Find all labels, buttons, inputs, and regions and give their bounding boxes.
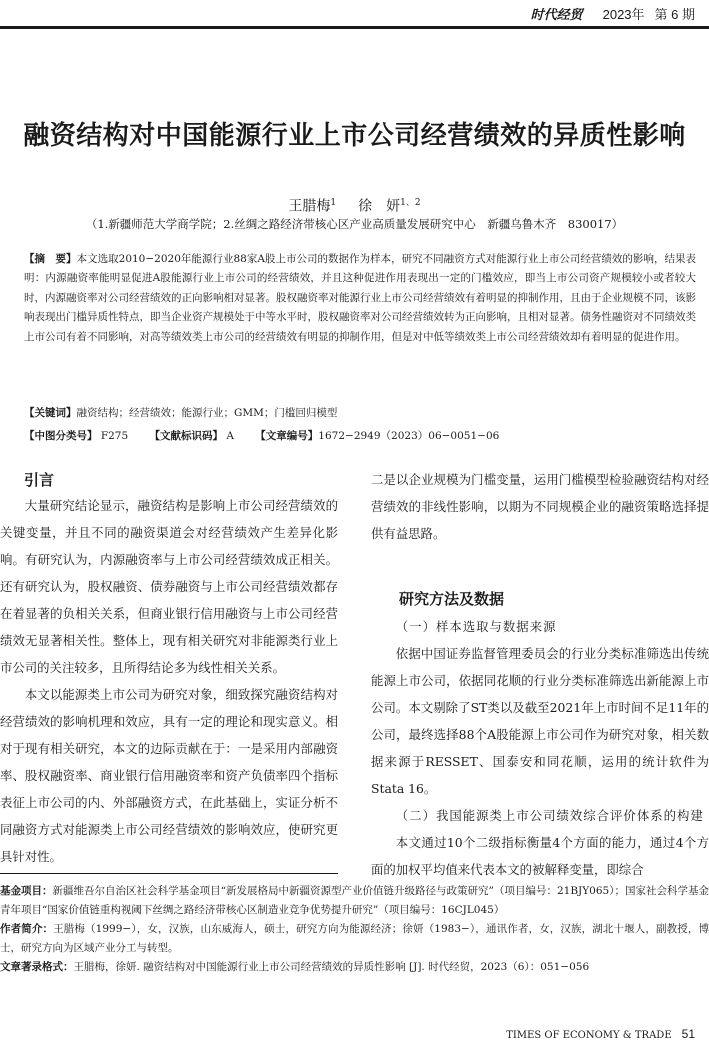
journal-english-name: TIMES OF ECONOMY & TRADE <box>506 1030 672 1041</box>
article-number-label: 【文章编号】 <box>255 430 319 442</box>
funding-label: 基金项目： <box>0 885 53 897</box>
body-paragraph: 二是以企业规模为门槛变量，运用门槛模型检验融资结构对经营绩效的非线性影响，以期为不同规模企业的融资策略选择提供有益思路。 <box>371 472 709 541</box>
doc-code-value: A <box>226 430 234 442</box>
footnote-rule <box>0 873 338 874</box>
article-number-value: 1672−2949（2023）06−0051−06 <box>318 430 500 442</box>
author-name: 徐 妍 <box>358 198 401 215</box>
classification-line <box>24 428 696 443</box>
running-header <box>531 4 695 23</box>
author-bio-note <box>0 920 709 958</box>
keywords-label: 【关键词】 <box>24 407 77 419</box>
section-heading: 引言 <box>24 471 55 489</box>
body-paragraph: 本文通过10个二级指标衡量4个方面的能力，通过4个方面的加权平均值来代表本文的被解释变量，即综合 <box>371 835 709 877</box>
footnotes <box>0 882 709 977</box>
header-year: 2023年 <box>602 7 645 22</box>
author-affil-mark: 1、2 <box>400 198 421 208</box>
subsection-heading: （二）我国能源类上市公司绩效综合评价体系的构建 <box>395 808 704 823</box>
right-column <box>371 466 709 883</box>
body-paragraph: 依据中国证券监督管理委员会的行业分类标准筛选出传统能源上市公司，依据同花顺的行业分类标准筛选出新能源上市公司。本文剔除了ST类以及截至2021年上市时间不足11年的公司，最终选择88个A股能源上市公司作为研究对象，相关数据来源于RESSET、国泰安和同花顺，运用的统计软件为Stata 16。 <box>371 646 709 796</box>
funding-note <box>0 882 709 920</box>
citation-note <box>0 958 709 977</box>
page-footer <box>506 1027 695 1041</box>
citation-label: 文章著录格式： <box>0 961 74 973</box>
magazine-name: 时代经贸 <box>530 8 583 23</box>
body-paragraph: 大量研究结论显示，融资结构是影响上市公司经营绩效的关键变量，并且不同的融资渠道会对经营绩效产生差异化影响。有研究认为，内源融资率与上市公司经营绩效成正相关。还有研究认为，股权融资、债券融资与上市公司经营绩效都存在着显著的负相关关系，但商业银行信用融资与上市公司经营绩效无显著相关性。整体上，现有相关研究对非能源类行业上市公司的关注较多，且所得结论多为线性相关关系。 <box>0 498 338 675</box>
author-bio-text: 王腊梅（1999−），女，汉族，山东威海人，硕士，研究方向为能源经济；徐妍（1983−），通讯作者，女，汉族，湖北十堰人，副教授，博士，研究方向为区域产业分工与转型。 <box>0 923 709 954</box>
abstract <box>24 250 696 347</box>
author-bio-label: 作者简介： <box>0 923 54 935</box>
affiliation: （1.新疆师范大学商学院；2.丝绸之路经济带核心区产业高质量发展研究中心 新疆乌鲁木齐 830017） <box>85 217 624 231</box>
funding-text: 新疆维吾尔自治区社会科学基金项目“新发展格局中新疆资源型产业价值链升级路径与政策研究”（项目编号：21BJY065）；国家社会科学基金青年项目“国家价值链重构视阈下丝绸之路经济带核心区制造业竞争优势提升研究”（项目编号：16CJL045） <box>0 885 709 916</box>
clc-label: 【中图分类号】 <box>24 430 98 442</box>
paper-title: 融资结构对中国能源行业上市公司经营绩效的异质性影响 <box>23 121 686 151</box>
abstract-label: 【摘 要】 <box>24 253 77 265</box>
subsection-heading: （一）样本选取与数据来源 <box>395 619 557 634</box>
author-affil-mark: 1 <box>330 198 337 208</box>
header-rule <box>0 26 709 29</box>
keywords <box>24 405 696 420</box>
header-issue: 第 6 期 <box>654 7 695 22</box>
section-heading: 研究方法及数据 <box>399 590 505 608</box>
keywords-text: 融资结构；经营绩效；能源行业；GMM；门槛回归模型 <box>76 407 338 419</box>
page-number: 51 <box>681 1027 695 1041</box>
body-paragraph: 本文以能源类上市公司为研究对象，细致探究融资结构对经营绩效的影响机理和效应，具有一定的理论和现实意义。相对于现有相关研究，本文的边际贡献在于：一是采用内部融资率、股权融资率、商业银行信用融资率和资产负债率四个指标表征上市公司的内、外部融资方式，在此基础上，实证分析不同融资方式对能源类上市公司经营绩效的影响效应，使研究更具针对性。 <box>0 687 338 864</box>
author-line <box>0 195 709 216</box>
author-name: 王腊梅 <box>288 198 331 215</box>
left-column <box>0 466 338 870</box>
citation-text: 王腊梅，徐妍. 融资结构对中国能源行业上市公司经营绩效的异质性影响 [J]. 时代经贸，2023（6）：051−056 <box>73 961 590 973</box>
doc-code-label: 【文献标识码】 <box>149 430 224 442</box>
abstract-text: 本文选取2010−2020年能源行业88家A股上市公司的数据作为样本，研究不同融资方式对能源行业上市公司经营绩效的影响，结果表明：内源融资率能明显促进A股能源行业上市公司的经营绩效，并且这种促进作用表现出一定的门槛效应，即当上市公司资产规模较小或者较大时，内源融资率对公司经营绩效的正向影响相对显著。股权融资率对能源行业上市公司经营绩效有着明显的抑制作用，且由于企业规模不同，该影响表现出门槛异质性特点，即当企业资产规模处于中等水平时，股权融资率对公司经营绩效转为正向影响，且相对显著。债务性融资对不同绩效类上市公司有着不同影响，对高等绩效类上市公司的经营绩效有明显的抑制作用，但是对中低等绩效类上市公司经营绩效却有着明显的促进作用。 <box>24 253 697 343</box>
clc-value: F275 <box>100 430 129 442</box>
